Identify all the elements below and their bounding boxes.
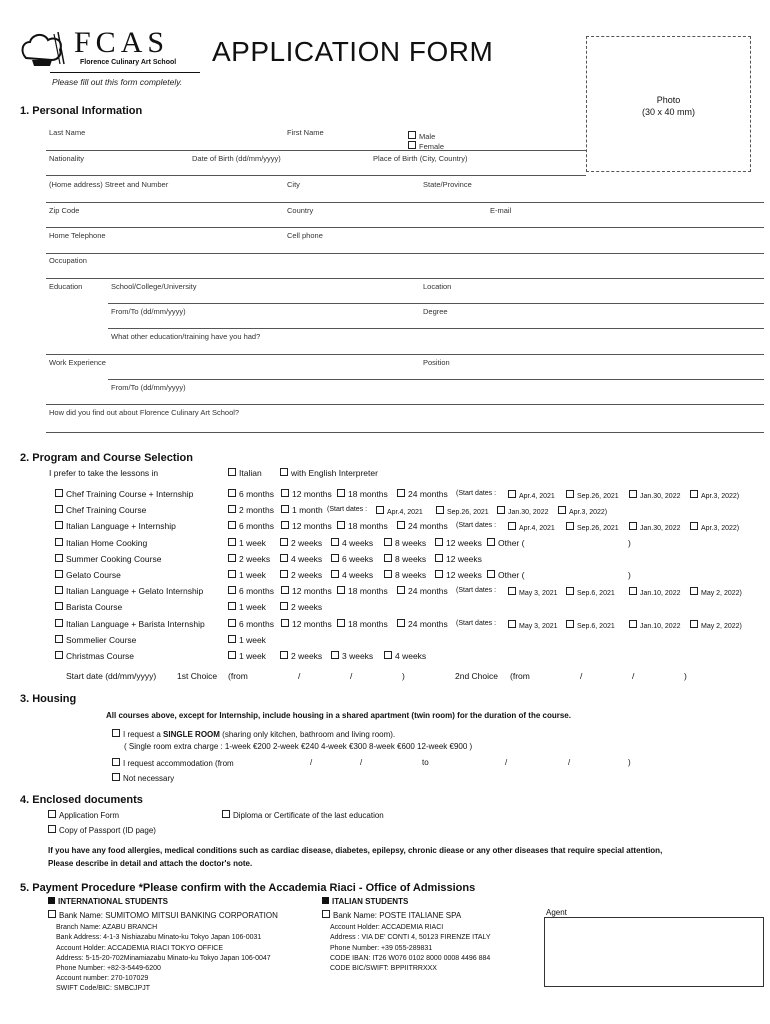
course-5-option-3[interactable]: 8 weeks [384,570,426,580]
course-6-start-date-3[interactable]: May 2, 2022) [690,587,742,597]
course-9[interactable]: Sommelier Course [55,635,136,645]
course-3-option-4[interactable]: 12 weeks [435,538,482,548]
accom-close: ) [628,758,631,767]
course-1-start-date-1[interactable]: Sep.26, 2021 [436,506,489,516]
photo-box[interactable] [586,36,751,172]
home-telephone-label: Home Telephone [49,231,106,240]
course-1-start-date-3[interactable]: Apr.3, 2022) [558,506,607,516]
ital-bank-line-4: CODE IBAN: IT26 W076 0102 8000 0008 4496 884 [330,954,491,962]
course-2-start-date-0[interactable]: Apr.4, 2021 [508,522,555,532]
passport-option[interactable]: Copy of Passport (ID page) [48,825,156,835]
course-6-start-date-1[interactable]: Sep.6, 2021 [566,587,615,597]
last-name-label: Last Name [49,128,86,137]
course-6-option-1[interactable]: 12 months [281,586,332,596]
course-4-option-2[interactable]: 6 weeks [331,554,373,564]
course-3-option-2[interactable]: 4 weeks [331,538,373,548]
course-1-start-date-2[interactable]: Jan.30, 2022 [497,506,548,516]
course-4-option-3[interactable]: 8 weeks [384,554,426,564]
course-2-start-label: (Start dates : [456,522,497,530]
allergy-note-1: If you have any food allergies, medical conditions such as cardiac disease, diabetes, epilepsy, chronic diease or any other diseases that require special attention, [48,846,663,855]
degree-label: Degree [423,307,448,316]
ital-bank-line-1: Account Holder: ACCADEMIA RIACI [330,924,444,932]
logo-text: FCAS [74,26,170,59]
accom-slash-3: / [505,758,508,767]
ital-bank-line-0: Bank Name: POSTE ITALIANE SPA [322,910,461,920]
occupation-label: Occupation [49,256,87,265]
logo-subtitle: Florence Culinary Art School [80,59,177,66]
course-1-option-1[interactable]: 1 month [281,505,323,515]
course-2-option-0[interactable]: 6 months [228,521,274,531]
course-2-start-date-1[interactable]: Sep.26, 2021 [566,522,619,532]
first-choice-slash-1: / [298,671,301,681]
cell-phone-label: Cell phone [287,231,323,240]
state-label: State/Province [423,180,472,189]
how-found-label: How did you find out about Florence Culinary Art School? [49,408,240,417]
course-3-option-1[interactable]: 2 weeks [280,538,322,548]
course-5-other-close: ) [628,570,631,580]
second-choice-close: ) [684,671,687,681]
course-8-start-date-0[interactable]: May 3, 2021 [508,620,558,630]
instruction-text: Please fill out this form completely. [52,77,183,87]
ital-bank-line-5: CODE BIC/SWIFT: BPPIITRRXXX [330,965,437,972]
course-1[interactable]: Chef Training Course [55,505,146,515]
zip-label: Zip Code [49,206,80,215]
photo-size-label: (30 x 40 mm) [641,107,695,117]
second-choice-label: 2nd Choice [455,671,499,681]
course-4-option-4[interactable]: 12 weeks [435,554,482,564]
first-choice-label: 1st Choice [177,671,218,681]
course-2-start-date-2[interactable]: Jan.30, 2022 [629,522,680,532]
second-choice-slash-2: / [632,671,635,681]
course-10-option-3[interactable]: 4 weeks [384,651,426,661]
ital-bank-line-3: Phone Number: +39 055-289831 [330,944,433,952]
course-10-option-2[interactable]: 3 weeks [331,651,373,661]
school-label: School/College/University [111,282,197,291]
course-9-option-0[interactable]: 1 week [228,635,266,645]
course-3[interactable]: Italian Home Cooking [55,538,147,548]
city-label: City [287,180,300,189]
intl-bank-line-5: Phone Number: +82-3-5449-6200 [56,965,161,972]
first-choice-from: (from [228,671,248,681]
course-0-option-0[interactable]: 6 months [228,489,274,499]
course-5-option-4[interactable]: 12 weeks [435,570,482,580]
course-6-option-0[interactable]: 6 months [228,586,274,596]
course-7-option-0[interactable]: 1 week [228,602,266,612]
second-choice-slash-1: / [580,671,583,681]
course-6-start-date-0[interactable]: May 3, 2021 [508,587,558,597]
education-label: Education [49,282,83,291]
work-experience-label: Work Experience [49,358,106,367]
course-0-start-date-1[interactable]: Sep.26, 2021 [566,490,619,500]
male-option[interactable]: Male [408,131,435,141]
course-8-option-0[interactable]: 6 months [228,619,274,629]
course-6[interactable]: Italian Language + Gelato Internship [55,586,203,596]
first-choice-close: ) [402,671,405,681]
from-to-label: From/To (dd/mm/yyyy) [111,307,186,316]
course-0-start-date-2[interactable]: Jan.30, 2022 [629,490,680,500]
dob-label: Date of Birth (dd/mm/yyyy) [192,154,281,163]
intl-bank-line-2: Bank Address: 4-1-3 Nishiazabu Minato-ku Tokyo Japan 106-0031 [56,934,262,942]
course-5-option-1[interactable]: 2 weeks [280,570,322,580]
course-2-option-3[interactable]: 24 months [397,521,448,531]
course-1-start-date-0[interactable]: Apr.4, 2021 [376,506,423,516]
course-8-start-label: (Start dates : [456,619,497,627]
course-6-start-date-2[interactable]: Jan.10, 2022 [629,587,680,597]
prefer-lessons-label: I prefer to take the lessons in [49,468,159,478]
position-label: Position [423,358,450,367]
section-housing-heading: 3. Housing [20,693,77,705]
course-5-option-0[interactable]: 1 week [228,570,266,580]
course-3-other-close: ) [628,537,631,548]
pob-label: Place of Birth (City, Country) [373,154,468,163]
single-room-option[interactable]: I request a SINGLE ROOM (sharing only kitchen, bathroom and living room). [112,729,395,739]
agent-label: Agent [546,908,567,917]
application-form-option[interactable]: Application Form [48,810,119,820]
course-3-option-5[interactable]: Other ( [487,538,524,548]
course-10-option-0[interactable]: 1 week [228,651,266,661]
female-option[interactable]: Female [408,141,444,151]
accom-slash-2: / [360,758,363,767]
course-8-start-date-2[interactable]: Jan.10, 2022 [629,620,680,630]
form-title: APPLICATION FORM [212,36,494,67]
other-education-label: What other education/training have you had? [111,332,261,341]
course-0-option-1[interactable]: 12 months [281,489,332,499]
course-2-start-date-3[interactable]: Apr.3, 2022) [690,522,739,532]
course-0-option-2[interactable]: 18 months [337,489,388,499]
ital-bank-line-2: Address : VIA DE' CONTI 4, 50123 FIRENZE ITALY [330,934,491,942]
ital-students-title: ITALIAN STUDENTS [322,897,408,906]
course-4-option-1[interactable]: 4 weeks [280,554,322,564]
accom-to: to [422,758,429,767]
agent-box[interactable] [544,917,764,987]
course-8[interactable]: Italian Language + Barista Internship [55,619,205,629]
address-label: (Home address) Street and Number [49,180,169,189]
course-0-option-3[interactable]: 24 months [397,489,448,499]
course-2-option-1[interactable]: 12 months [281,521,332,531]
section-personal-heading: 1. Personal Information [20,105,143,117]
course-0[interactable]: Chef Training Course + Internship [55,489,193,499]
course-3-option-0[interactable]: 1 week [228,538,266,548]
course-10-option-1[interactable]: 2 weeks [280,651,322,661]
course-8-option-3[interactable]: 24 months [397,619,448,629]
course-0-start-label: (Start dates : [456,490,497,497]
location-label: Location [423,282,452,291]
housing-note: All courses above, except for Internship, include housing in a shared apartment (twin room) for the duration of the course. [106,711,571,720]
section-payment-heading: 5. Payment Procedure *Please confirm with the Accademia Riaci - Office of Admissions [20,882,476,894]
not-necessary-option[interactable]: Not necessary [112,773,174,783]
interpreter-option[interactable]: with English Interpreter [280,468,378,478]
start-date-label: Start date (dd/mm/yyyy) [66,671,157,681]
course-3-option-3[interactable]: 8 weeks [384,538,426,548]
course-2-option-2[interactable]: 18 months [337,521,388,531]
course-0-start-date-3[interactable]: Apr.3, 2022) [690,490,739,500]
course-5-option-2[interactable]: 4 weeks [331,570,373,580]
intl-bank-line-7: SWIFT Code/BIC: SMBCJPJT [56,985,150,993]
allergy-note-2: Please describe in detail and attach the doctor's note. [48,859,253,868]
section-program-heading: 2. Program and Course Selection [20,452,193,464]
intl-bank-line-3: Account Holder: ACCADEMIA RIACI TOKYO OFFICE [56,944,224,952]
course-8-start-date-1[interactable]: Sep.6, 2021 [566,620,615,630]
work-from-to-label: From/To (dd/mm/yyyy) [111,383,186,392]
intl-bank-line-4: Address: 5-15-20-702Minamiazabu Minato-ku Tokyo Japan 106-0047 [56,954,271,962]
course-6-option-2[interactable]: 18 months [337,586,388,596]
accom-slash-4: / [568,758,571,767]
single-room-charge: ( Single room extra charge : 1-week €200 2-week €240 4-week €300 8-week €600 12-week €900 ) [124,742,473,751]
course-10[interactable]: Christmas Course [55,651,134,661]
course-8-option-1[interactable]: 12 months [281,619,332,629]
country-label: Country [287,206,314,215]
intl-bank-line-1: Branch Name: AZABU BRANCH [56,924,158,932]
intl-bank-line-6: Account number: 270-107029 [56,975,149,983]
section-enclosed-heading: 4. Enclosed documents [20,794,143,806]
intl-students-title: INTERNATIONAL STUDENTS [48,897,168,906]
course-8-option-2[interactable]: 18 months [337,619,388,629]
course-4[interactable]: Summer Cooking Course [55,554,161,564]
course-1-start-label: (Start dates : [327,506,368,514]
course-1-option-0[interactable]: 2 months [228,505,274,515]
first-choice-slash-2: / [350,671,353,681]
photo-label: Photo [656,95,681,105]
course-8-start-date-3[interactable]: May 2, 2022) [690,620,742,630]
email-label: E-mail [490,206,512,215]
nationality-label: Nationality [49,154,85,163]
course-6-option-3[interactable]: 24 months [397,586,448,596]
course-5-option-5[interactable]: Other ( [487,570,524,580]
course-0-start-date-0[interactable]: Apr.4, 2021 [508,490,555,500]
course-5[interactable]: Gelato Course [55,570,121,580]
course-6-start-label: (Start dates : [456,587,497,595]
course-2[interactable]: Italian Language + Internship [55,521,176,531]
course-7[interactable]: Barista Course [55,602,122,612]
second-choice-from: (from [510,671,530,681]
course-4-option-0[interactable]: 2 weeks [228,554,270,564]
first-name-label: First Name [287,128,324,137]
italian-option[interactable]: Italian [228,468,262,478]
accommodation-option[interactable]: I request accommodation (from [112,758,234,768]
intl-bank-line-0: Bank Name: SUMITOMO MITSUI BANKING CORPORATION [48,910,278,920]
diploma-option[interactable]: Diploma or Certificate of the last education [222,810,384,820]
course-7-option-1[interactable]: 2 weeks [280,602,322,612]
chef-hat-icon [18,28,70,68]
accom-slash-1: / [310,758,313,767]
logo [18,28,188,72]
